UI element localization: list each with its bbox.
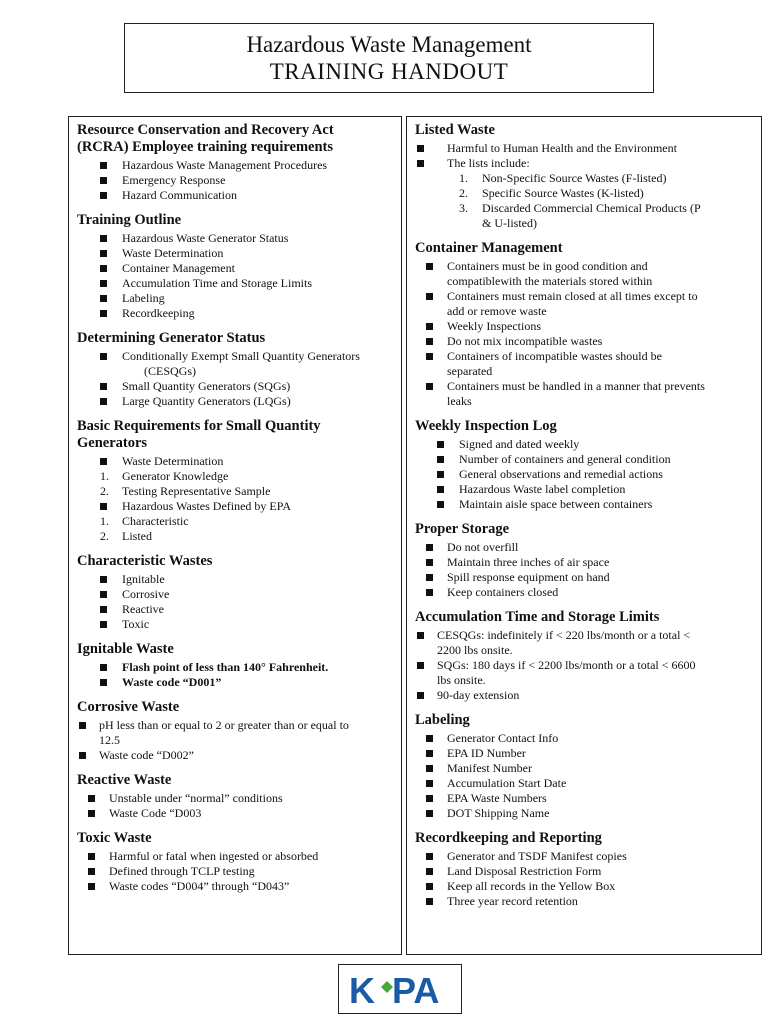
- list-item: Generator and TSDF Manifest copies: [415, 849, 753, 864]
- list-item: Corrosive: [77, 587, 393, 602]
- bullet-square-icon: [426, 795, 433, 802]
- bullet-square-icon: [426, 750, 433, 757]
- section-title: Container Management: [415, 240, 563, 256]
- list-item: Maintain three inches of air space: [415, 555, 753, 570]
- bullet-square-icon: [426, 868, 433, 875]
- section-labeling: [415, 712, 753, 821]
- bullet-square-icon: [426, 883, 433, 890]
- list-item: Containers must remain closed at all times except to: [415, 289, 753, 304]
- numbered-item: 3. Discarded Commercial Chemical Products (P: [459, 201, 701, 215]
- section-training-outline: [77, 212, 393, 321]
- list-item-continuation: separated: [447, 364, 493, 378]
- section-title: [77, 122, 393, 156]
- bullet-square-icon: [426, 263, 433, 270]
- list-item: Land Disposal Restriction Form: [415, 864, 753, 879]
- bullet-square-icon: [88, 853, 95, 860]
- list-item: Waste codes “D004” through “D043”: [77, 879, 393, 894]
- list-item: Do not overfill: [415, 540, 753, 555]
- list-item: CESQGs: indefinitely if < 220 lbs/month or a total <: [415, 628, 753, 643]
- bullet-square-icon: [100, 192, 107, 199]
- bullet-square-icon: [100, 280, 107, 287]
- list-item: Harmful to Human Health and the Environment: [415, 141, 753, 156]
- section-accumulation-time: [415, 609, 753, 703]
- list-item: Container Management: [77, 261, 393, 276]
- section-title: Training Outline: [77, 212, 182, 228]
- left-column: [68, 116, 402, 955]
- bullet-square-icon: [417, 632, 424, 639]
- bullet-square-icon: [100, 310, 107, 317]
- list-item: Waste code “D001”: [77, 675, 393, 690]
- list-item: Reactive: [77, 602, 393, 617]
- bullet-square-icon: [426, 735, 433, 742]
- section-title: Proper Storage: [415, 521, 510, 537]
- list-item: Toxic: [77, 617, 393, 632]
- section-container-management: [415, 240, 753, 409]
- list-item: Number of containers and general condition: [415, 452, 753, 467]
- bullet-square-icon: [417, 662, 424, 669]
- numbered-item: 1. Characteristic: [100, 514, 189, 528]
- bullet-square-icon: [426, 383, 433, 390]
- list-item: The lists include:: [415, 156, 753, 171]
- list-item: Hazardous Waste label completion: [415, 482, 753, 497]
- bullet-square-icon: [88, 810, 95, 817]
- bullet-square-icon: [100, 458, 107, 465]
- section-generator-status: [77, 330, 393, 409]
- bullet-square-icon: [100, 177, 107, 184]
- bullet-square-icon: [426, 353, 433, 360]
- list-item-continuation: lbs onsite.: [437, 673, 486, 687]
- bullet-square-icon: [100, 679, 107, 686]
- kpa-logo: [338, 964, 462, 1014]
- title-box: [124, 23, 654, 93]
- list-item: Manifest Number: [415, 761, 753, 776]
- bullet-square-icon: [79, 722, 86, 729]
- right-column: [406, 116, 762, 955]
- page-title: Hazardous Waste Management: [246, 32, 532, 57]
- bullet-square-icon: [426, 780, 433, 787]
- list-item: Emergency Response: [77, 173, 393, 188]
- section-characteristic-wastes: [77, 553, 393, 632]
- list-item: Keep containers closed: [415, 585, 753, 600]
- section-title: Labeling: [415, 712, 470, 728]
- list-item: 90-day extension: [415, 688, 753, 703]
- section-ignitable-waste: [77, 641, 393, 690]
- section-title-line2: Generators: [77, 435, 148, 451]
- list-item: Containers of incompatible wastes should be: [415, 349, 753, 364]
- list-item: Generator Contact Info: [415, 731, 753, 746]
- bullet-square-icon: [100, 295, 107, 302]
- bullet-square-icon: [437, 471, 444, 478]
- bullet-square-icon: [100, 250, 107, 257]
- section-corrosive-waste: [77, 699, 393, 763]
- section-title: Ignitable Waste: [77, 641, 174, 657]
- section-title-line1: Resource Conservation and Recovery Act: [77, 122, 334, 138]
- bullet-square-icon: [417, 145, 424, 152]
- list-item: Small Quantity Generators (SQGs): [77, 379, 393, 394]
- list-item: pH less than or equal to 2 or greater than or equal to: [77, 718, 393, 733]
- section-title: [77, 418, 393, 452]
- list-item: Signed and dated weekly: [415, 437, 753, 452]
- list-item-continuation: 2200 lbs onsite.: [437, 643, 513, 657]
- section-title: Accumulation Time and Storage Limits: [415, 609, 660, 625]
- bullet-square-icon: [88, 795, 95, 802]
- section-title: Recordkeeping and Reporting: [415, 830, 602, 846]
- bullet-square-icon: [100, 398, 107, 405]
- list-item: SQGs: 180 days if < 2200 lbs/month or a total < 6600: [415, 658, 753, 673]
- list-item: Containers must be in good condition and: [415, 259, 753, 274]
- bullet-square-icon: [426, 323, 433, 330]
- list-item: Recordkeeping: [77, 306, 393, 321]
- bullet-square-icon: [100, 576, 107, 583]
- section-reactive-waste: [77, 772, 393, 821]
- list-item: DOT Shipping Name: [415, 806, 753, 821]
- list-item: Do not mix incompatible wastes: [415, 334, 753, 349]
- bullet-square-icon: [426, 574, 433, 581]
- list-item: Ignitable: [77, 572, 393, 587]
- bullet-square-icon: [100, 383, 107, 390]
- section-recordkeeping: [415, 830, 753, 909]
- bullet-square-icon: [437, 501, 444, 508]
- section-toxic-waste: [77, 830, 393, 894]
- bullet-square-icon: [426, 810, 433, 817]
- bullet-square-icon: [100, 664, 107, 671]
- bullet-square-icon: [426, 544, 433, 551]
- section-title: Corrosive Waste: [77, 699, 180, 715]
- bullet-square-icon: [100, 591, 107, 598]
- section-title: Reactive Waste: [77, 772, 172, 788]
- list-item: Hazardous Waste Management Procedures: [77, 158, 393, 173]
- section-title: Characteristic Wastes: [77, 553, 213, 569]
- section-title: Listed Waste: [415, 122, 495, 138]
- bullet-square-icon: [88, 868, 95, 875]
- list-item: Hazardous Wastes Defined by EPA: [77, 499, 393, 514]
- section-weekly-inspection-log: [415, 418, 753, 512]
- list-item: Weekly Inspections: [415, 319, 753, 334]
- list-item: Flash point of less than 140° Fahrenheit.: [77, 660, 393, 675]
- bullet-square-icon: [100, 606, 107, 613]
- bullet-square-icon: [417, 160, 424, 167]
- list-item: Waste Code “D003: [77, 806, 393, 821]
- list-item: Labeling: [77, 291, 393, 306]
- list-item: Containers must be handled in a manner that prevents: [415, 379, 753, 394]
- bullet-square-icon: [100, 503, 107, 510]
- numbered-item: 1. Generator Knowledge: [100, 469, 229, 483]
- logo-letter-k: K: [349, 970, 375, 1009]
- bullet-square-icon: [426, 765, 433, 772]
- list-item-continuation: 12.5: [99, 733, 120, 747]
- list-item: Hazard Communication: [77, 188, 393, 203]
- numbered-item: 2. Listed: [100, 529, 152, 543]
- section-rcra: [77, 122, 393, 203]
- bullet-square-icon: [437, 486, 444, 493]
- list-item: Maintain aisle space between containers: [415, 497, 753, 512]
- list-item: Three year record retention: [415, 894, 753, 909]
- list-item-continuation: add or remove waste: [447, 304, 547, 318]
- bullet-square-icon: [437, 441, 444, 448]
- page-subtitle: TRAINING HANDOUT: [269, 59, 509, 84]
- list-item: Accumulation Start Date: [415, 776, 753, 791]
- list-item: Waste Determination: [77, 454, 393, 469]
- list-item: EPA Waste Numbers: [415, 791, 753, 806]
- section-title: Toxic Waste: [77, 830, 152, 846]
- bullet-square-icon: [100, 235, 107, 242]
- section-title-line1: Basic Requirements for Small Quantity: [77, 418, 321, 434]
- logo-letters-pa: PA: [392, 970, 440, 1009]
- list-item-continuation: compatiblewith the materials stored within: [447, 274, 653, 288]
- bullet-square-icon: [79, 752, 86, 759]
- bullet-square-icon: [88, 883, 95, 890]
- section-title-line2: (RCRA) Employee training requirements: [77, 139, 334, 155]
- bullet-square-icon: [426, 898, 433, 905]
- list-item-continuation: (CESQGs): [144, 364, 197, 378]
- bullet-square-icon: [100, 621, 107, 628]
- list-item: Keep all records in the Yellow Box: [415, 879, 753, 894]
- list-item: Unstable under “normal” conditions: [77, 791, 393, 806]
- list-item: Waste code “D002”: [77, 748, 393, 763]
- list-item: Large Quantity Generators (LQGs): [77, 394, 393, 409]
- bullet-square-icon: [426, 293, 433, 300]
- bullet-square-icon: [426, 589, 433, 596]
- section-title: Weekly Inspection Log: [415, 418, 557, 434]
- section-proper-storage: [415, 521, 753, 600]
- section-basic-requirements: [77, 418, 393, 544]
- bullet-square-icon: [426, 338, 433, 345]
- kpa-logo-mark: [345, 969, 455, 1009]
- bullet-square-icon: [426, 853, 433, 860]
- list-item-continuation: leaks: [447, 394, 472, 408]
- numbered-item: 2. Specific Source Wastes (K-listed): [459, 186, 644, 200]
- bullet-square-icon: [100, 353, 107, 360]
- list-item: Harmful or fatal when ingested or absorbed: [77, 849, 393, 864]
- list-item: Hazardous Waste Generator Status: [77, 231, 393, 246]
- list-item: Spill response equipment on hand: [415, 570, 753, 585]
- list-item: Defined through TCLP testing: [77, 864, 393, 879]
- bullet-square-icon: [426, 559, 433, 566]
- list-item: General observations and remedial actions: [415, 467, 753, 482]
- list-item: EPA ID Number: [415, 746, 753, 761]
- bullet-square-icon: [100, 265, 107, 272]
- section-listed-waste: [415, 122, 753, 231]
- numbered-item: 2. Testing Representative Sample: [100, 484, 271, 498]
- list-item: Accumulation Time and Storage Limits: [77, 276, 393, 291]
- bullet-square-icon: [417, 692, 424, 699]
- bullet-square-icon: [437, 456, 444, 463]
- list-item: Conditionally Exempt Small Quantity Generators: [77, 349, 393, 364]
- section-title: Determining Generator Status: [77, 330, 266, 346]
- numbered-item: 1. Non-Specific Source Wastes (F-listed): [459, 171, 667, 185]
- bullet-square-icon: [100, 162, 107, 169]
- list-item-continuation: & U-listed): [482, 216, 537, 230]
- list-item: Waste Determination: [77, 246, 393, 261]
